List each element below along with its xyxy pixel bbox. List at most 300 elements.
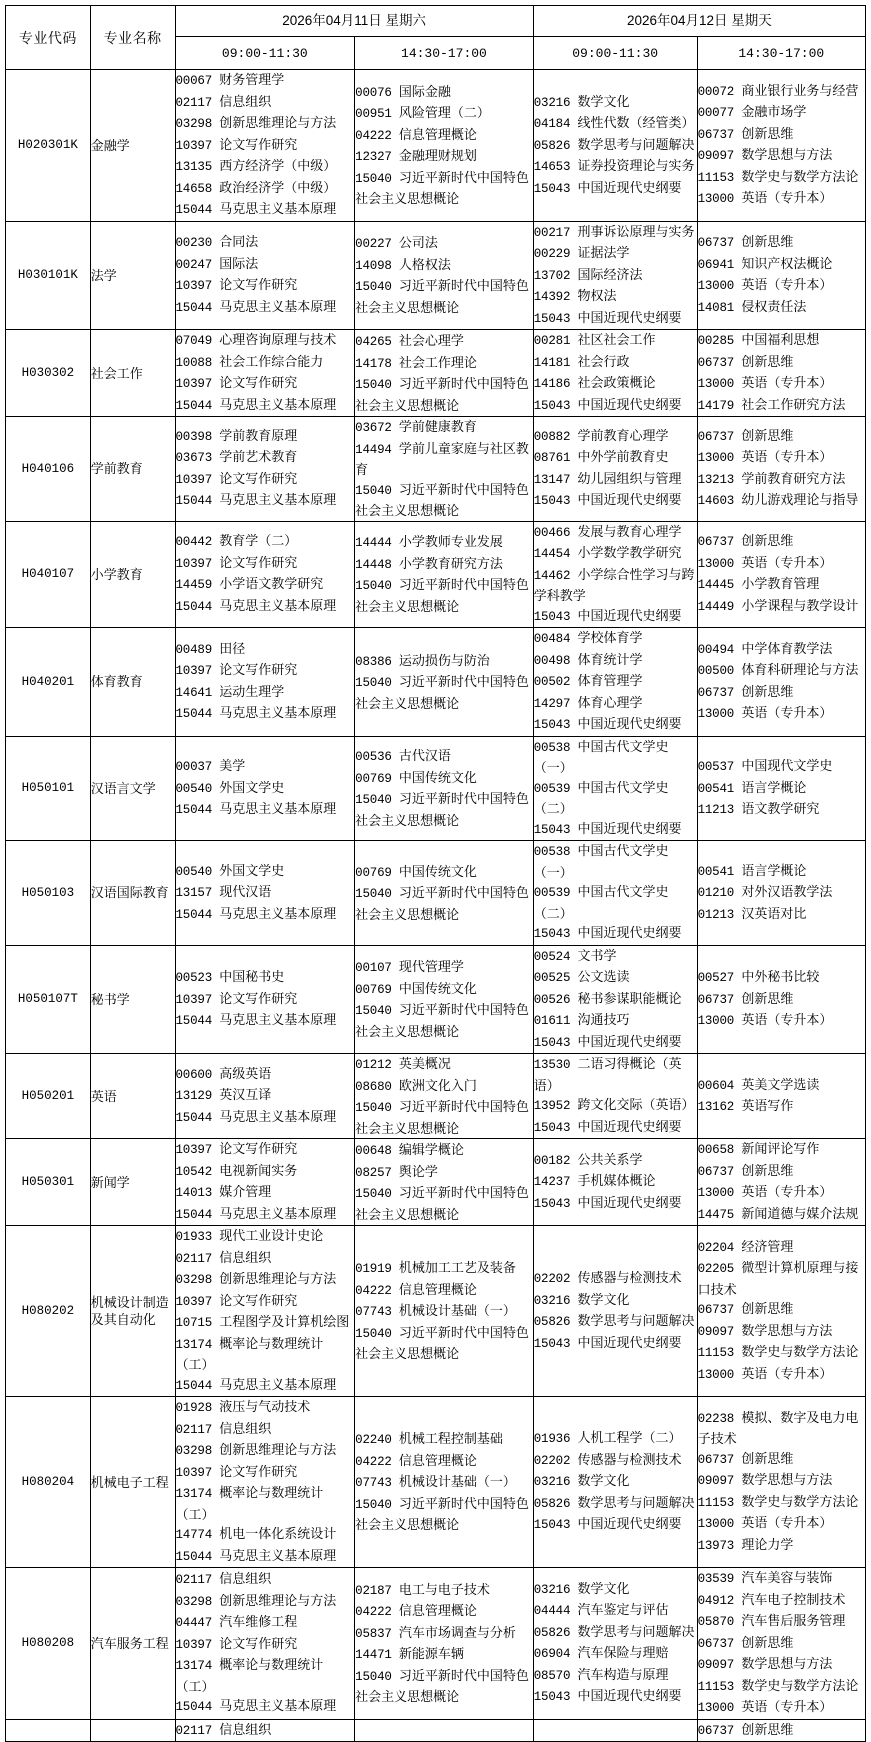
subject-code: 15040 [355,676,392,690]
subject-item [534,565,697,606]
subject-list [355,1258,533,1364]
subject-code: 14297 [533,696,571,711]
subject-title: 汽车保险与理赔 [577,1645,669,1661]
subject-title: 英美概况 [398,1056,451,1071]
subject-item [698,1096,865,1118]
cell-day2-afternoon [697,1568,865,1720]
subject-title: 汽车鉴定与评估 [577,1602,669,1618]
subject-title: 中国传统文化 [398,863,477,879]
subject-code: 11153 [697,1346,735,1361]
subject-title: 发展与教育心理学 [577,523,682,539]
subject-item [698,1010,865,1032]
cell-day1-morning [175,1719,355,1742]
subject-item [534,671,697,693]
subject-title: 手机媒体概论 [577,1173,656,1189]
subject-code: 03298 [175,1594,213,1609]
subject-title: 数学思考与问题解决 [577,1313,695,1328]
subject-item [698,1237,865,1259]
cell-day1-morning [175,841,355,946]
subject-code: 13952 [533,1099,571,1113]
subject-item [534,1643,697,1665]
subject-code: 08761 [533,451,571,466]
subject-title: 习近平新时代中国特色社会主义思想概论 [355,278,529,315]
cell-day2-morning [533,1054,697,1139]
subject-list [534,92,697,200]
subject-code: 14178 [355,356,392,371]
subject-title: 数学文化 [577,1473,630,1489]
subject-title: 数学思考与问题解决 [577,1623,695,1639]
subject-title: 英语（专升本） [741,1184,833,1199]
subject-title: 数学史与数学方法论 [741,1344,859,1360]
subject-code: 15044 [175,1378,213,1393]
subject-code: 15043 [533,822,571,837]
subject-code: 00658 [697,1143,735,1157]
subject-list [176,639,355,725]
table-header [6,6,866,70]
table-row [6,736,866,841]
subject-code: 14653 [533,160,571,174]
subject-item [534,1311,697,1333]
major-code-cell: H030101K [6,221,91,330]
subject-item [698,904,865,926]
subject-title: 创新思维 [741,683,794,699]
subject-title: 侵权责任法 [741,298,807,314]
subject-title: 国际法 [219,255,259,271]
subject-code: 10542 [175,1164,213,1179]
subject-code: 00523 [175,971,213,985]
subject-code: 00182 [533,1153,571,1168]
major-name-cell [90,1719,175,1742]
subject-item [355,883,533,924]
subject-title: 中国近现代史纲要 [577,492,682,508]
subject-item [698,799,865,821]
subject-code: 06737 [697,1452,735,1467]
cell-day2-afternoon [697,1226,865,1397]
cell-day2-morning [533,1397,697,1568]
subject-item [698,1590,865,1612]
subject-item [176,1107,355,1129]
subject-item [176,70,355,92]
subject-item [355,1140,533,1162]
subject-title: 中国近现代史纲要 [577,1688,682,1704]
subject-item [355,862,533,884]
subject-title: 论文写作研究 [219,1463,298,1479]
subject-code: 07049 [175,334,213,348]
subject-title: 编辑学概论 [398,1142,464,1157]
subject-code: 10397 [175,664,213,679]
subject-title: 欧洲文化入门 [398,1077,477,1093]
subject-title: 运动损伤与防治 [398,652,490,668]
subject-title: 论文写作研究 [219,1141,298,1156]
subject-code: 14186 [533,377,571,391]
subject-item [176,275,355,297]
subject-item [534,923,697,945]
subject-title: 国际经济法 [577,266,643,282]
subject-code: 14392 [533,290,571,304]
subject-code: 13213 [697,472,735,487]
subject-code: 00539 [533,886,571,900]
subject-list [176,330,355,416]
subject-code: 15040 [355,1187,392,1201]
subject-list [698,531,865,617]
subject-title: 英语（专升本） [741,554,833,570]
subject-code: 01936 [533,1432,571,1447]
subject-list [176,1139,355,1225]
cell-day2-morning [533,628,697,737]
subject-item [698,1568,865,1590]
subject-title: 金融理财规划 [398,148,477,164]
subject-code: 10397 [175,1637,213,1652]
subject-item [534,1054,697,1095]
subject-code: 00229 [533,247,571,261]
subject-title: 机械加工工艺及装备 [398,1260,516,1276]
subject-code: 00107 [355,961,392,976]
cell-day2-morning [533,1719,697,1742]
subject-title: 概率论与数理统计（工） [175,1335,324,1372]
subject-item [176,1720,355,1742]
subject-list [176,1397,355,1567]
subject-title: 中国传统文化 [398,769,477,785]
subject-code: 05826 [533,1315,571,1329]
major-name-cell: 体育教育 [90,628,175,737]
subject-item [176,373,355,395]
subject-item [176,989,355,1011]
subject-item [534,693,697,715]
header-date-day1: 2026年04月11日 星期六 [175,6,533,37]
subject-item [176,1010,355,1032]
subject-item [698,124,865,146]
cell-day1-morning [175,330,355,417]
subject-title: 小学教育研究方法 [398,555,503,571]
subject-code: 15040 [355,1004,392,1019]
header-row-dates [6,6,866,37]
subject-item [355,789,533,830]
subject-item [176,1655,355,1696]
subject-title: 高级英语 [219,1065,272,1081]
subject-item [176,469,355,491]
subject-item [698,102,865,124]
subject-title: 电视新闻实务 [219,1162,298,1178]
cell-day2-morning [533,736,697,841]
subject-title: 马克思主义基本原理 [219,298,337,314]
subject-code: 10088 [175,355,213,370]
subject-item [176,596,355,618]
subject-code: 00498 [533,653,571,668]
subject-title: 英语（专升本） [741,375,833,390]
cell-day1-morning [175,221,355,330]
subject-list [355,746,533,830]
major-name-cell: 金融学 [90,70,175,222]
subject-title: 英语（专升本） [741,1365,833,1381]
subject-title: 论文写作研究 [219,990,298,1006]
subject-code: 09097 [697,1658,735,1672]
subject-list [176,426,355,512]
subject-title: 数学思想与方法 [741,1472,833,1488]
cell-day1-afternoon [355,417,534,522]
subject-code: 06737 [697,1636,735,1651]
subject-title: 汽车售后服务管理 [741,1613,846,1628]
subject-item [176,1524,355,1546]
subject-list [355,1140,533,1224]
subject-item [698,1161,865,1183]
subject-code: 00466 [533,525,571,540]
subject-code: 02117 [175,1422,213,1437]
subject-item [698,1204,865,1226]
subject-title: 创新思维 [741,990,794,1006]
cell-day1-morning [175,945,355,1054]
subject-title: 习近平新时代中国特色社会主义思想概论 [355,1099,529,1136]
subject-item [534,308,697,330]
subject-title: 工程图学及计算机绘图 [219,1314,350,1329]
subject-item [176,1161,355,1183]
subject-title: 概率论与数理统计（工） [175,1657,324,1694]
subject-item [534,1493,697,1515]
subject-code: 15043 [533,181,571,196]
subject-title: 电工与电子技术 [398,1581,490,1597]
subject-title: 数学思想与方法 [741,1656,833,1671]
subject-code: 00541 [697,781,735,796]
subject-title: 秘书参谋职能概论 [577,990,682,1006]
subject-item [534,1032,697,1054]
subject-code: 01213 [697,907,735,922]
major-name-cell: 法学 [90,221,175,330]
subject-title: 理论力学 [741,1536,794,1552]
subject-item [176,1291,355,1313]
subject-code: 13174 [175,1659,213,1673]
subject-title: 马克思主义基本原理 [219,1012,337,1027]
subject-code: 13000 [697,1186,735,1200]
cell-day2-morning [533,945,697,1054]
subject-code: 13000 [697,451,735,466]
subject-item [534,330,697,352]
subject-item [698,1470,865,1492]
subject-title: 商业银行业务与经营 [741,82,859,98]
subject-code: 14641 [175,685,213,700]
subject-item [176,1064,355,1086]
subject-item [534,222,697,244]
subject-item [355,1451,533,1473]
cell-day1-morning [175,417,355,522]
subject-code: 04222 [355,1605,392,1620]
subject-title: 新闻评论写作 [741,1141,820,1156]
subject-code: 14081 [697,300,735,315]
subject-code: 00217 [533,225,571,240]
cell-day2-morning [533,70,697,222]
cell-day2-afternoon [697,70,865,222]
cell-day1-afternoon [355,841,534,946]
subject-code: 00502 [533,675,571,689]
subject-code: 15044 [175,1207,213,1222]
subject-title: 体育科研理论与方法 [741,662,859,678]
subject-item [534,426,697,448]
subject-title: 马克思主义基本原理 [219,1547,337,1563]
subject-item [355,353,533,375]
subject-item [698,778,865,800]
subject-code: 04447 [175,1616,213,1630]
subject-code: 00527 [697,971,735,985]
subject-item [698,1513,865,1535]
subject-item [176,1139,355,1161]
subject-title: 习近平新时代中国特色社会主义思想概论 [355,791,529,828]
major-code-cell: H040107 [6,521,91,628]
subject-item [698,1258,865,1299]
cell-day1-morning [175,1397,355,1568]
subject-item [355,651,533,673]
subject-title: 创新思维理论与方法 [219,1271,337,1286]
subject-title: 习近平新时代中国特色社会主义思想概论 [355,481,529,518]
subject-title: 社会工作理论 [398,354,477,370]
subject-title: 创新思维 [741,1162,794,1178]
subject-title: 幼儿园组织与管理 [577,470,682,486]
subject-title: 论文写作研究 [219,662,298,678]
subject-item [355,1183,533,1224]
subject-code: 10715 [175,1316,213,1330]
subject-title: 论文写作研究 [219,554,298,570]
subject-title: 信息组织 [219,1249,272,1265]
subject-title: 习近平新时代中国特色社会主义思想概论 [355,376,529,413]
major-code-cell: H030302 [6,330,91,417]
subject-title: 汽车维修工程 [219,1614,298,1629]
subject-code: 06737 [697,1723,735,1738]
subject-item [176,1462,355,1484]
subject-code: 14658 [175,181,213,196]
subject-item [355,1666,533,1707]
header-slot-day2-morning: 09:00-11:30 [533,37,697,70]
major-name-cell: 汉语国际教育 [90,841,175,946]
subject-item [698,373,865,395]
table-row [6,417,866,522]
major-code-cell: H050201 [6,1054,91,1139]
subject-title: 创新思维 [741,1721,794,1737]
subject-code: 00484 [533,632,571,646]
subject-item [176,1634,355,1656]
subject-item [534,1150,697,1172]
subject-code: 02187 [355,1583,392,1598]
subject-title: 创新思维 [741,1634,794,1650]
subject-item [176,1546,355,1568]
cell-day2-afternoon [697,945,865,1054]
subject-item [534,714,697,736]
subject-code: 09097 [697,1324,735,1339]
subject-title: 跨文化交际（英语） [577,1097,695,1112]
subject-item [176,756,355,778]
subject-item [355,1162,533,1184]
subject-code: 13000 [697,707,735,722]
subject-list [534,1054,697,1138]
subject-code: 00600 [175,1067,213,1082]
major-name-cell: 汉语言文学 [90,736,175,841]
subject-list [176,1720,355,1742]
subject-item [698,1182,865,1204]
subject-list [698,861,865,926]
subject-item [698,756,865,778]
subject-title: 中国近现代史纲要 [577,925,682,940]
cell-day1-afternoon [355,70,534,222]
subject-item [534,819,697,841]
subject-title: 信息管理概论 [398,126,477,142]
subject-code: 13000 [697,1517,735,1532]
subject-code: 00398 [175,429,213,444]
subject-code: 00227 [355,237,392,252]
subject-title: 概率论与数理统计（工） [175,1485,324,1522]
subject-item [534,1471,697,1493]
subject-title: 小学课程与教学设计 [741,597,859,613]
subject-title: 中国近现代史纲要 [577,1118,682,1134]
subject-title: 论文写作研究 [219,1292,298,1308]
subject-title: 知识产权法概论 [741,255,833,271]
subject-title: 中国传统文化 [398,980,477,996]
cell-day2-morning [533,1568,697,1720]
subject-title: 对外汉语教学法 [741,884,833,899]
subject-title: 中国近现代史纲要 [577,716,682,731]
subject-item [698,188,865,210]
subject-item [176,1483,355,1524]
subject-item [698,660,865,682]
subject-code: 00285 [697,334,735,348]
subject-code: 00489 [175,642,213,657]
major-name-cell: 学前教育 [90,417,175,522]
subject-title: 马克思主义基本原理 [219,1108,337,1124]
subject-code: 01928 [175,1401,213,1415]
subject-item [534,1095,697,1117]
subject-list [534,737,697,841]
subject-title: 中国近现代史纲要 [577,396,682,412]
table-row [6,70,866,222]
subject-code: 02240 [355,1433,392,1448]
subject-title: 外国文学史 [219,862,285,878]
subject-item [698,574,865,596]
subject-list [698,1408,865,1557]
subject-title: 机械设计基础（一） [398,1474,516,1490]
subject-item [698,1654,865,1676]
subject-code: 06737 [697,685,735,700]
subject-title: 合同法 [219,234,259,250]
subject-item [698,426,865,448]
cell-day1-morning [175,1226,355,1397]
subject-item [176,1696,355,1718]
subject-title: 机电一体化系统设计 [219,1526,337,1541]
subject-title: 习近平新时代中国特色社会主义思想概论 [355,1495,529,1533]
subject-item [176,1419,355,1441]
subject-code: 00500 [697,664,735,679]
subject-item [355,768,533,790]
subject-item [355,125,533,147]
subject-item [698,967,865,989]
subject-code: 02205 [697,1262,735,1277]
subject-list [355,862,533,925]
subject-item [698,145,865,167]
subject-list [355,417,533,521]
table-row [6,330,866,417]
subject-item [176,426,355,448]
subject-item [534,1514,697,1536]
subject-title: 机械设计基础（一） [398,1303,516,1319]
subject-title: 信息组织 [219,1420,272,1436]
subject-title: 英语（专升本） [741,1515,833,1531]
subject-item [534,1193,697,1215]
subject-title: 汉英语对比 [741,905,807,921]
subject-item [534,265,697,287]
subject-item [534,737,697,778]
subject-list [534,1150,697,1215]
subject-list [355,957,533,1041]
subject-item [176,799,355,821]
cell-day2-morning [533,841,697,946]
subject-title: 传感器与检测技术 [577,1270,682,1285]
cell-day1-afternoon [355,1719,534,1742]
subject-title: 社会心理学 [398,333,464,348]
table-row [6,1568,866,1720]
